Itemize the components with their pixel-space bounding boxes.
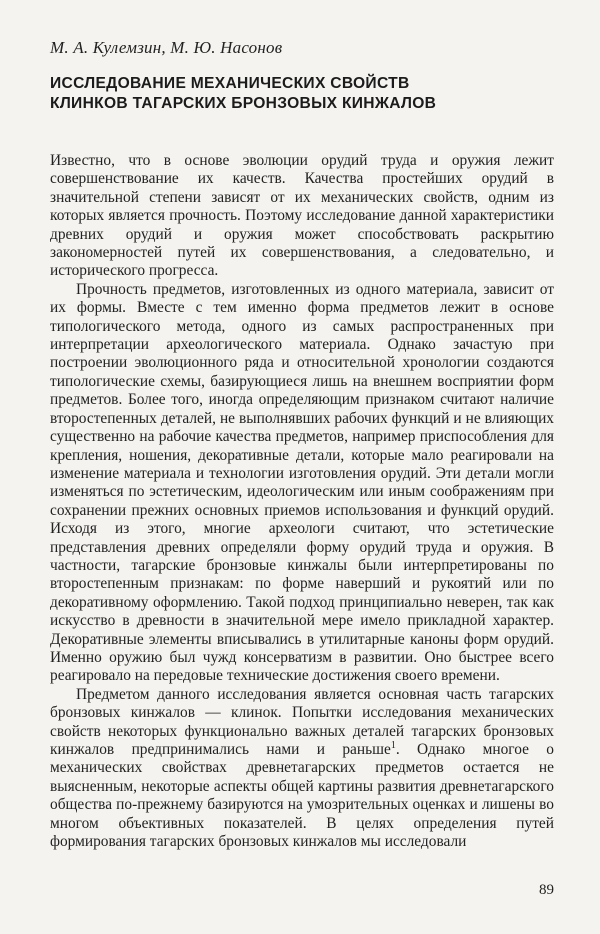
paragraph-3 [50,686,554,852]
paragraph-3-text-after: . Однако многое о механических свойствах древнетагарских предметов остается не выясненным, некоторые аспекты общей картины развития древнетагарского общества по-прежнему базируются на умозрительных оценках и лишены во многом объективных показателей. В целях определения путей формирования тагарских бронзовых кинжалов мы исследовали [50,741,554,851]
title-line-2: КЛИНКОВ ТАГАРСКИХ БРОНЗОВЫХ КИНЖАЛОВ [50,95,437,112]
authors-line: М. А. Кулемзин, М. Ю. Насонов [50,38,283,57]
page-number: 89 [539,882,554,898]
paragraph-3-text-before: Предметом данного исследования является основная часть тагарских бронзовых кинжалов — клинок. Попытки исследования механических свойств некоторых функционально важных деталей тагарских бронзовых кинжалов предпринимались нами и раньше [50,685,554,758]
paragraph-1: Известно, что в основе эволюции орудий труда и оружия лежит совершенствование их качеств. Качества простейших орудий в значительной степени зависят от их механических свойств, одним из которых является прочность. Поэтому исследование данной характеристики древних орудий и оружия может способствовать раскрытию закономерностей путей их совершенствования, а следовательно, и исторического прогресса. [50,152,554,280]
footnote-reference: 1 [390,739,396,751]
paragraph-2: Прочность предметов, изготовленных из одного материала, зависит от их формы. Вместе с тем именно форма предметов лежит в основе типологического метода, одного из самых распространенных при интерпретации археологического материала. Однако зачастую при построении эволюционного ряда и относительной хронологии создаются типологические схемы, базирующиеся лишь на внешнем восприятии форм предметов. Более того, иногда определяющим признаком считают наличие второстепенных деталей, не выполнявших рабочих функций и не влияющих существенно на рабочие качества предметов, например приспособления для крепления, ношения, декоративные детали, которые мало реагировали на изменение материала и технологии изготовления орудий. Эти детали могли изменяться по эстетическим, идеологическим или иным соображениям при сохранении прежних основных приемов использования и функций орудий. Исходя из этого, многие археологи считают, что эстетические представления древних определяли форму орудий труда и оружия. В частности, тагарские бронзовые кинжалы были интерпретированы по второстепенным признакам: по форме наверший и рукоятий или по декоративному оформлению. Такой подход принципиально неверен, так как искусство в древности в значительной мере имело прикладной характер. Декоративные элементы вписывались в утилитарные каноны форм орудий. Именно оружию был чужд консерватизм в развитии. Оно быстрее всего реагировало на передовые технические достижения своего времени. [50,280,554,685]
article-title [50,74,554,114]
article-body [50,152,554,851]
title-line-1: ИССЛЕДОВАНИЕ МЕХАНИЧЕСКИХ СВОЙСТВ [50,75,410,92]
